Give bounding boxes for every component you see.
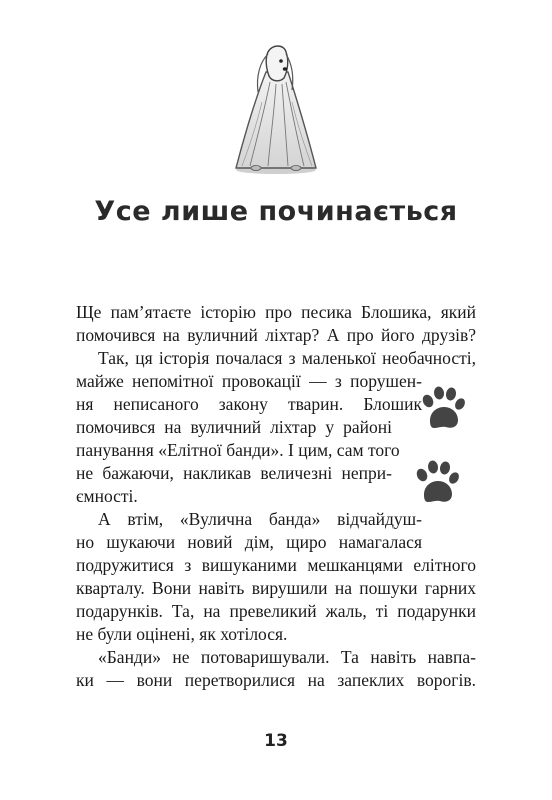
text-line: помочився на вуличний ліхтар? А про його друзів? bbox=[76, 325, 476, 345]
text-line: кварталу. Вони навіть вирушили на пошуки гарних bbox=[76, 578, 476, 598]
chapter-title: Усе лише починається bbox=[94, 196, 458, 227]
text-line: но шукаючи новий дім, щиро намагалася bbox=[76, 532, 422, 552]
dog-illustration bbox=[226, 42, 326, 176]
paw-print-icon bbox=[410, 457, 464, 511]
text-line: не бажаючи, накликав величезні непри- bbox=[76, 463, 392, 483]
text-line: подарунків. Та, на превеликий жаль, ті подарунки bbox=[76, 601, 476, 621]
text-line: подружитися з вишуканими мешканцями елітного bbox=[76, 555, 476, 575]
text-line: ємності. bbox=[76, 486, 138, 506]
text-line: помочився на вуличний ліхтар у районі bbox=[76, 417, 392, 437]
text-line: Ще пам’ятаєте історію про песика Блошика, який bbox=[76, 302, 476, 322]
page-number: 13 bbox=[264, 731, 288, 751]
long-haired-dog-icon bbox=[226, 42, 326, 176]
text-line: «Банди» не потоваришували. Та навіть навпа- bbox=[98, 647, 476, 667]
text-line: панування «Елітної банди». І цим, сам того bbox=[76, 440, 400, 460]
text-line: не були оцінені, як хотілося. bbox=[76, 624, 288, 644]
text-line: ки — вони перетворилися на запеклих ворогів. bbox=[76, 670, 476, 690]
text-line: ня неписаного закону тварин. Блошик bbox=[76, 394, 422, 414]
text-line: А втім, «Вулична банда» відчайдуш- bbox=[98, 509, 422, 529]
paw-print-icon bbox=[416, 383, 470, 437]
text-line: майже непомітної провокації — з порушен- bbox=[76, 371, 422, 391]
text-line: Так, ця історія почалася з маленької необачності, bbox=[98, 348, 476, 368]
